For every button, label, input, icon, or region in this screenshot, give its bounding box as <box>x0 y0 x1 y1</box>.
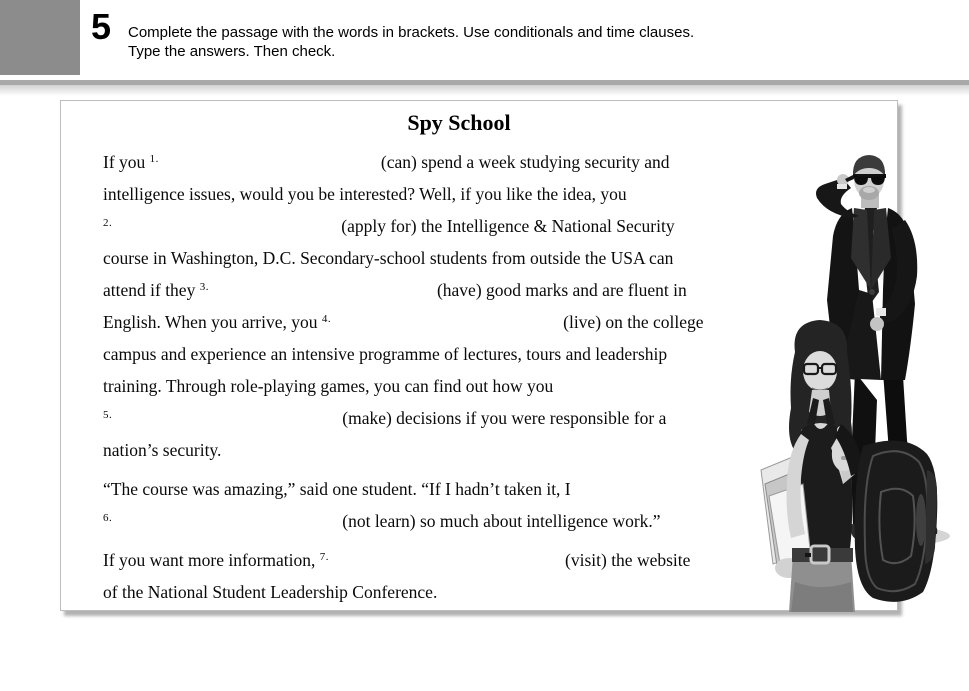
blank-number: 2. <box>103 217 113 229</box>
passage-line <box>103 210 815 242</box>
answer-blank-3[interactable] <box>209 281 437 299</box>
passage-text: course in Washington, D.C. Secondary-school students from outside the USA can <box>103 248 674 268</box>
passage-line <box>103 338 815 370</box>
passage-line <box>103 178 815 210</box>
passage-line <box>103 473 815 505</box>
instructions-line-2: Type the answers. Then check. <box>128 43 336 60</box>
sunglasses-icon <box>845 174 886 185</box>
answer-blank-5[interactable] <box>112 409 342 427</box>
passage-text: attend if they <box>103 280 200 300</box>
passage-line <box>103 544 815 576</box>
passage-text: campus and experience an intensive programme of lectures, tours and leadership <box>103 344 668 364</box>
female-student-figure <box>761 320 855 612</box>
passage-line <box>103 146 815 178</box>
passage-text: (not learn) so much about intelligence work.” <box>342 511 661 531</box>
passage-text: “The course was amazing,” said one student. “If I hadn’t taken it, I <box>103 479 571 499</box>
blank-number: 1. <box>149 153 159 165</box>
passage-body <box>103 146 815 608</box>
passage-line <box>103 505 815 537</box>
passage-text: (have) good marks and are fluent in <box>436 280 687 300</box>
passage-title: Spy School <box>407 110 511 135</box>
passage-content <box>103 110 815 608</box>
answer-blank-7[interactable] <box>329 551 565 569</box>
passage-text: intelligence issues, would you be interested? Well, if you like the idea, you <box>103 184 627 204</box>
header-divider-shadow <box>0 85 969 96</box>
blank-number: 3. <box>199 281 209 293</box>
passage-text: (can) spend a week studying security and <box>380 152 670 172</box>
passage-text: (live) on the college <box>563 312 704 332</box>
answer-blank-1[interactable] <box>159 153 381 171</box>
blank-number: 6. <box>103 512 113 524</box>
passage-line <box>103 402 815 434</box>
passage-text: If you want more information, <box>103 550 320 570</box>
passage-text: nation’s security. <box>103 440 222 460</box>
passage-line <box>103 576 815 608</box>
passage-line <box>103 274 815 306</box>
answer-blank-6[interactable] <box>112 512 342 530</box>
figures-photo <box>755 140 955 612</box>
blank-number: 5. <box>103 409 113 421</box>
passage-text: If you <box>103 152 150 172</box>
passage-line <box>103 434 815 466</box>
passage-text: (apply for) the Intelligence & National Security <box>341 216 675 236</box>
answer-blank-2[interactable] <box>112 217 341 235</box>
corner-decoration-block <box>0 0 80 75</box>
jeans-and-belt <box>789 546 855 612</box>
passage-line <box>103 306 815 338</box>
exercise-number: 5 <box>91 6 112 47</box>
answer-blank-4[interactable] <box>331 313 563 331</box>
passage-text: of the National Student Leadership Conference. <box>103 582 438 602</box>
passage-line <box>103 370 815 402</box>
exercise-instructions <box>128 23 694 61</box>
blank-number: 7. <box>319 551 330 563</box>
blank-number: 4. <box>321 313 332 325</box>
instructions-line-1: Complete the passage with the words in brackets. Use conditionals and time clauses. <box>128 24 695 41</box>
passage-line <box>103 242 815 274</box>
passage-text: (make) decisions if you were responsible for a <box>342 408 667 428</box>
passage-text: training. Through role-playing games, you can find out how you <box>103 376 554 396</box>
passage-text: English. When you arrive, you <box>103 312 322 332</box>
passage-text: (visit) the website <box>565 550 691 570</box>
